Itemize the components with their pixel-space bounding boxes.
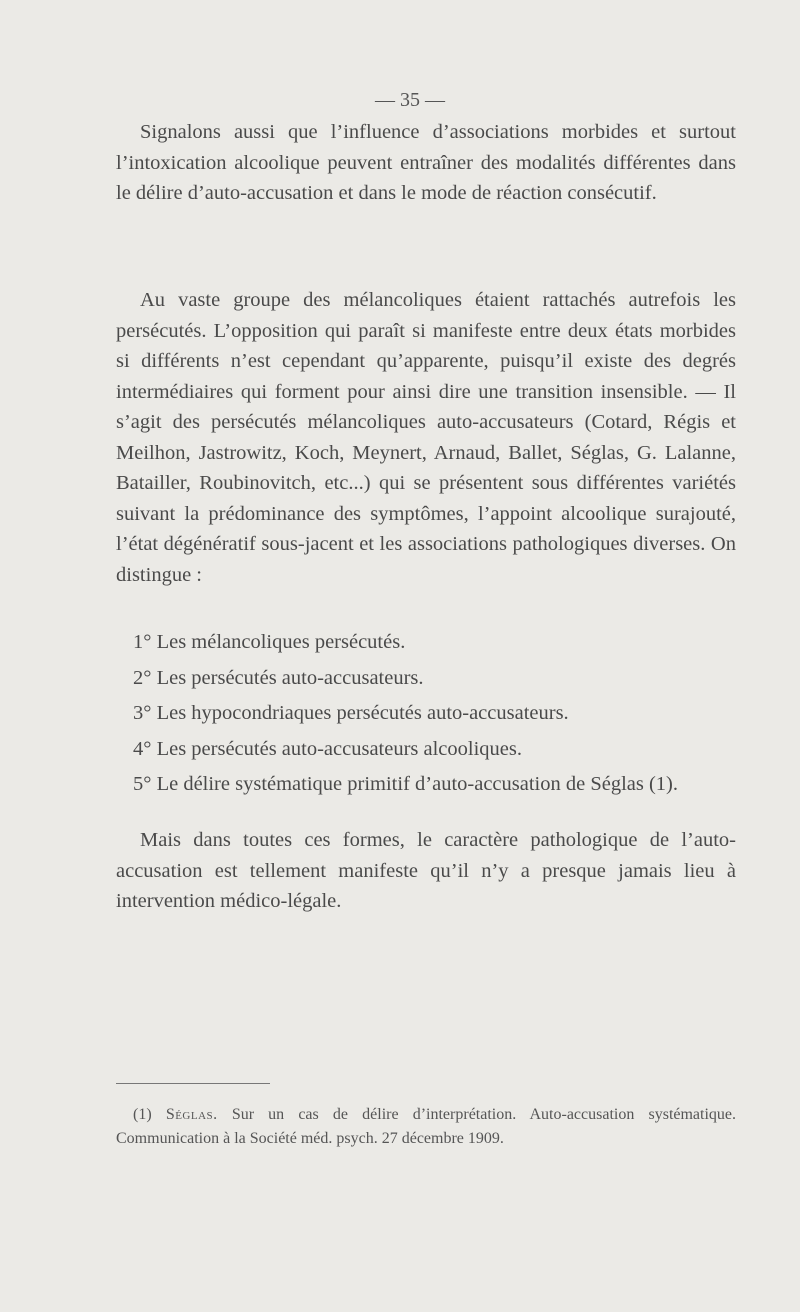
list-item: 2° Les persécutés auto-accusateurs.	[133, 666, 424, 689]
page-number: — 35 —	[375, 89, 445, 111]
footnote-separator	[116, 1083, 270, 1084]
paragraph-persecutes: Au vaste groupe des mélancoliques étaient rattachés autrefois les persécutés. L’opposition qui paraît si manifeste entre deux états morbides si différents n’est cependant qu’apparente, puisqu’il existe des degrés intermédiaires qui forment pour ainsi dire une transition insensible. — Il s’agit des persécutés mélancoliques auto-accusateurs (Cotard, Régis et Meilhon, Jastrowitz, Koch, Meynert, Arnaud, Ballet, Séglas, G. Lalanne, Batailler, Roubinovitch, etc...) qui se présentent sous différentes variétés suivant la prédominance des symptômes, l’appoint alcoolique surajouté, l’état dégénératif sous-jacent et les associations pathologiques diverses. On distingue :	[116, 289, 736, 586]
footnote-text: Sur un cas de délire d’interprétation. Auto-accusation systématique. Communication à la Société méd. psych. 27 décembre 1909.	[116, 1106, 737, 1147]
footnote-author: Séglas.	[165, 1106, 218, 1123]
footnote-marker: (1)	[133, 1106, 152, 1123]
paragraph-conclusion: Mais dans toutes ces formes, le caractère pathologique de l’auto-accusation est tellement manifeste qu’il n’y a presque jamais lieu à intervention médico-légale.	[116, 829, 736, 912]
list-item: 5° Le délire systématique primitif d’auto-accusation de Séglas (1).	[133, 773, 679, 795]
footnote	[116, 1103, 736, 1151]
list-item: 3° Les hypocondriaques persécutés auto-accusateurs.	[133, 702, 569, 724]
list-item: 1° Les mélancoliques persécutés.	[133, 631, 406, 653]
forms-list	[116, 627, 736, 805]
list-item: 4° Les persécutés auto-accusateurs alcooliques.	[133, 737, 522, 760]
paragraph-influence: Signalons aussi que l’influence d’associations morbides et surtout l’intoxication alcoolique peuvent entraîner des modalités différentes dans le délire d’auto-accusation et dans le mode de réaction consécutif.	[116, 121, 736, 204]
